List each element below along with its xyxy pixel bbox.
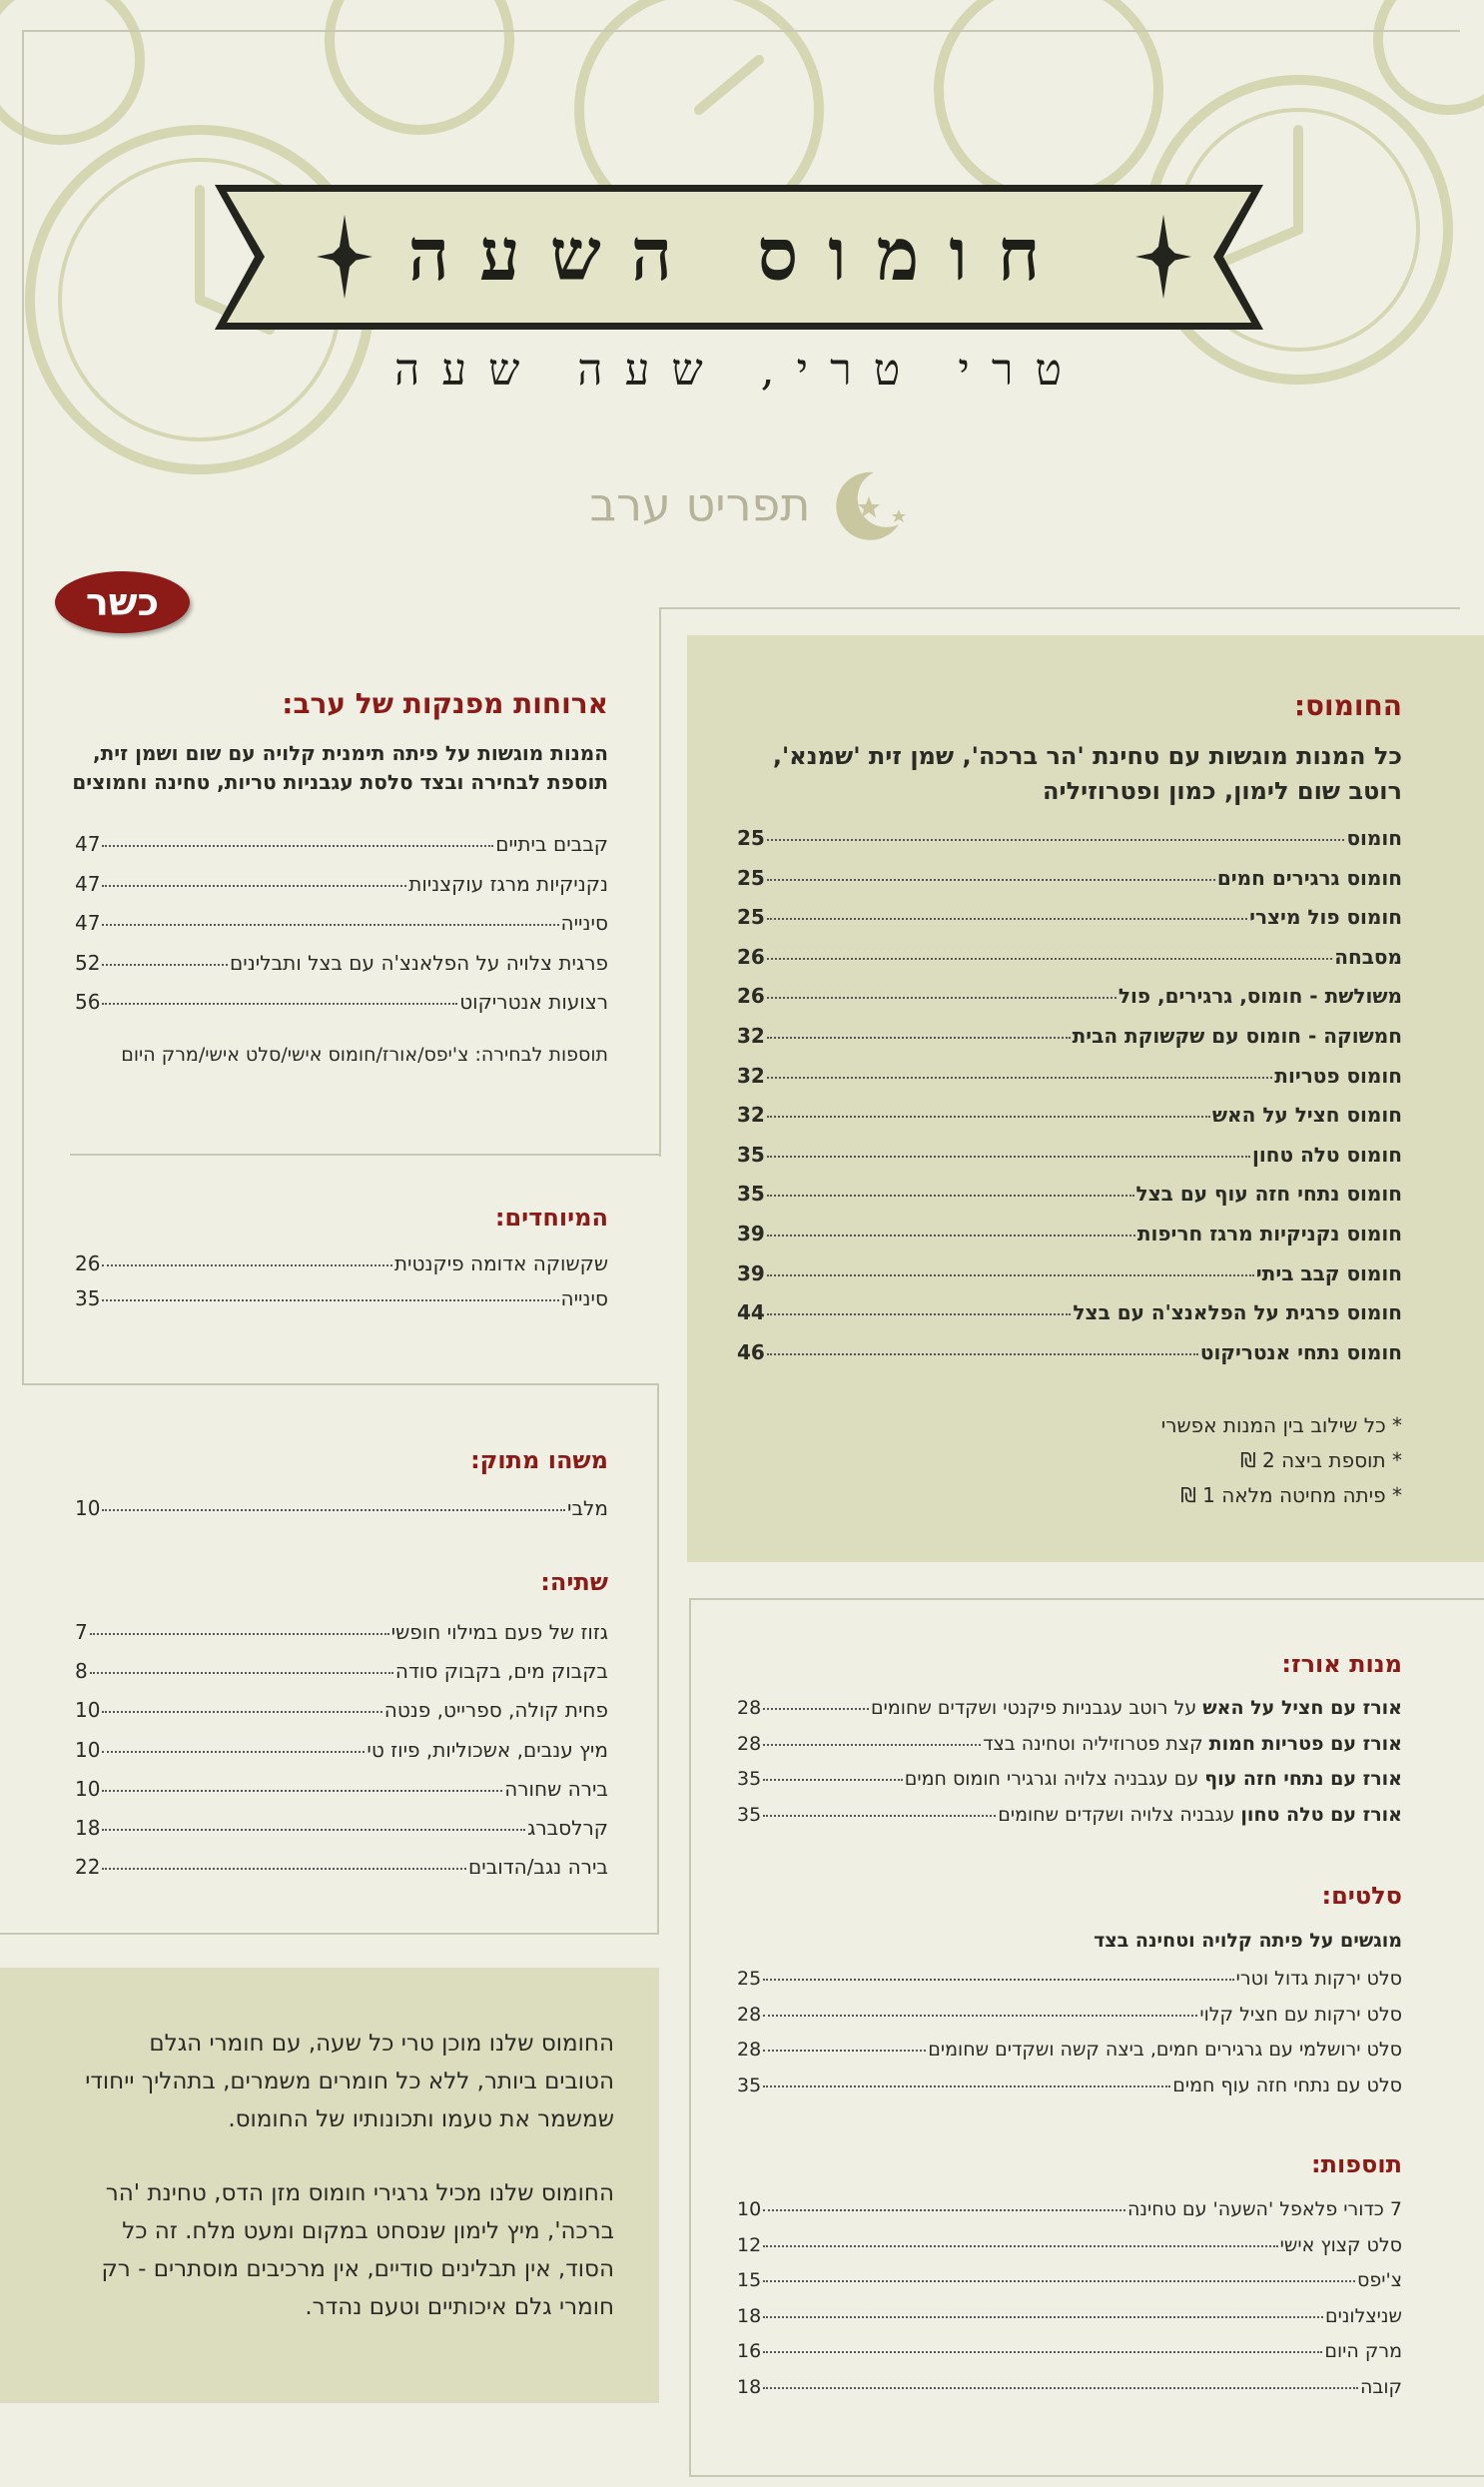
frame-line bbox=[22, 30, 24, 1383]
frame-line bbox=[689, 1598, 1484, 1600]
hummus-intro: כל המנות מוגשות עם טחינת 'הר ברכה', שמן זית 'שמנא', רוטב שום לימון, כמון ופטרוזיליה bbox=[772, 742, 1402, 805]
frame-line bbox=[657, 1383, 659, 1933]
hummus-item bbox=[737, 938, 1402, 978]
dot-leader bbox=[763, 1979, 1233, 1981]
item-name: מלבי bbox=[567, 1496, 608, 1520]
item-description: קצת פטרוזיליה וטחינה בצד bbox=[983, 1732, 1203, 1755]
item-name: חומוס טלה טחון bbox=[1252, 1142, 1402, 1167]
dot-leader bbox=[102, 1299, 558, 1301]
dinners-sides-note: תוספות לבחירה: צ'יפס/אורז/חומוס אישי/סלט אישי/מרק היום bbox=[121, 1044, 608, 1066]
drinks-items bbox=[75, 1613, 608, 1887]
hummus-item bbox=[737, 1017, 1402, 1057]
item-name: נקניקיות מרגז עוקצניות bbox=[408, 871, 608, 896]
dessert-item bbox=[75, 1491, 608, 1526]
dot-leader bbox=[767, 958, 1332, 960]
hummus-item bbox=[737, 1215, 1402, 1254]
item-name: חומוס נתחי אנטריקוט bbox=[1199, 1339, 1402, 1364]
item-name: שניצלונים bbox=[1324, 2304, 1402, 2327]
salad-item bbox=[737, 1998, 1402, 2034]
hummus-item bbox=[737, 1057, 1402, 1097]
dot-leader bbox=[763, 2245, 1277, 2247]
restaurant-title: חומוס השעה bbox=[407, 212, 1071, 297]
drink-item bbox=[75, 1770, 608, 1809]
about-paragraph-2: החומוס שלנו מכיל גרגירי חומוס מזן הדס, טחינת 'הר ברכה', מיץ לימון שנסחט במקום ומעט מלח. זה כל הסוד, אין תבלינים סודיים, אין מרכיבים מוסתרים - רק חומרי גלם איכותיים וטעם נהדר. bbox=[101, 2180, 614, 2320]
drink-item bbox=[75, 1613, 608, 1652]
hummus-item bbox=[737, 1293, 1402, 1333]
item-price: 47 bbox=[75, 911, 101, 935]
item-price: 44 bbox=[737, 1300, 765, 1325]
item-price: 35 bbox=[737, 1768, 762, 1790]
item-name: אורז עם חציל על האש bbox=[1202, 1697, 1402, 1719]
extra-item bbox=[737, 2370, 1402, 2406]
item-price: 35 bbox=[737, 1182, 765, 1207]
about-paragraph-1: החומוס שלנו מוכן טרי כל שעה, עם חומרי הגלם הטובים ביותר, ללא כל חומרים משמרים, בתהליך ייחודי שמשמר את טעמו ותכונותיו של החומוס. bbox=[85, 2031, 614, 2132]
drink-item bbox=[75, 1731, 608, 1770]
item-price: 22 bbox=[75, 1855, 101, 1880]
item-name: סלט עם נתחי חזה עוף חמים bbox=[1172, 2073, 1402, 2096]
drink-item bbox=[75, 1691, 608, 1730]
item-name: בירה נגב/הדובים bbox=[467, 1855, 608, 1880]
item-name: חומוס נקניקיות מרגז חריפות bbox=[1136, 1221, 1402, 1245]
hummus-note: * פיתה מחיטה מלאה 1 ₪ bbox=[1180, 1483, 1402, 1507]
item-price: 7 bbox=[75, 1620, 88, 1644]
item-name: סלט ירקות עם חציל קלוי bbox=[1199, 2003, 1402, 2026]
special-item bbox=[75, 1281, 608, 1316]
item-name: חמשוקה - חומוס עם שקשוקת הבית bbox=[1072, 1023, 1402, 1048]
item-name: שקשוקה אדומה פיקנטית bbox=[393, 1251, 608, 1275]
special-item bbox=[75, 1246, 608, 1281]
item-price: 39 bbox=[737, 1221, 765, 1245]
dot-leader bbox=[763, 2085, 1170, 2087]
drinks-title: שתיה: bbox=[540, 1568, 608, 1596]
item-price: 18 bbox=[737, 2375, 762, 2398]
item-name: חומוס קבב ביתי bbox=[1255, 1260, 1402, 1285]
item-price: 16 bbox=[737, 2340, 762, 2362]
item-price: 25 bbox=[737, 1968, 762, 1990]
item-price: 32 bbox=[737, 1103, 765, 1128]
item-name: סינייה bbox=[560, 1286, 608, 1310]
item-name: חומוס חציל על האש bbox=[1211, 1103, 1402, 1128]
item-price: 26 bbox=[737, 944, 765, 969]
dot-leader bbox=[90, 1633, 389, 1635]
dot-leader bbox=[767, 1156, 1250, 1158]
item-price: 15 bbox=[737, 2269, 762, 2291]
dinner-item bbox=[75, 825, 608, 865]
kosher-badge: כשר bbox=[55, 571, 190, 633]
dot-leader bbox=[102, 1790, 502, 1792]
dot-leader bbox=[763, 2015, 1197, 2017]
dinner-item bbox=[75, 904, 608, 944]
dinners-title: ארוחות מפנקות של ערב: bbox=[282, 687, 608, 720]
salad-item bbox=[737, 2033, 1402, 2069]
hummus-item bbox=[737, 859, 1402, 899]
rice-items bbox=[737, 1691, 1402, 1833]
dot-leader bbox=[102, 1868, 466, 1870]
item-price: 10 bbox=[75, 1698, 101, 1723]
hummus-note: * כל שילוב בין המנות אפשרי bbox=[1160, 1413, 1402, 1437]
hummus-item bbox=[737, 1096, 1402, 1136]
item-price: 35 bbox=[737, 1803, 762, 1826]
dot-leader bbox=[767, 1116, 1210, 1118]
hummus-notes bbox=[1003, 1408, 1402, 1513]
extra-item bbox=[737, 2228, 1402, 2264]
item-price: 46 bbox=[737, 1339, 765, 1364]
item-price: 26 bbox=[737, 984, 765, 1009]
rice-item bbox=[737, 1691, 1402, 1727]
hummus-item bbox=[737, 1254, 1402, 1294]
item-price: 10 bbox=[737, 2198, 762, 2220]
salad-item bbox=[737, 2069, 1402, 2104]
item-name: 7 כדורי פלאפל 'השעה' עם טחינה bbox=[1126, 2198, 1402, 2220]
salads-items bbox=[737, 1962, 1402, 2103]
dot-leader bbox=[767, 1274, 1254, 1276]
item-description: עגבניה צלויה ושקדים שחומים bbox=[998, 1803, 1235, 1826]
dinners-intro: המנות מוגשות על פיתה תימנית קלויה עם שום ושמן זית, תוספת לבחירה ובצד סלסת עגבניות טריות, טחינה וחמוצים bbox=[72, 741, 608, 794]
item-name: חומוס bbox=[1346, 826, 1402, 850]
item-name: חומוס פול מיצרי bbox=[1249, 905, 1402, 930]
sweet-title: משהו מתוק: bbox=[470, 1446, 608, 1474]
dot-leader bbox=[767, 1077, 1272, 1079]
hummus-title: החומוס: bbox=[1293, 689, 1402, 722]
hummus-items bbox=[737, 819, 1402, 1372]
frame-line bbox=[659, 607, 1460, 609]
item-name: פרגית צלויה על הפלאנצ'ה עם בצל ותבלינים bbox=[230, 950, 608, 975]
item-name: צ'יפס bbox=[1357, 2269, 1402, 2291]
menu-name-text: תפריט ערב bbox=[589, 477, 811, 531]
dot-leader bbox=[763, 1815, 996, 1817]
item-price: 10 bbox=[75, 1737, 101, 1762]
item-name: סלט קצוץ אישי bbox=[1279, 2233, 1402, 2256]
menu-name bbox=[559, 469, 939, 539]
frame-line bbox=[659, 607, 661, 1157]
dinner-item bbox=[75, 983, 608, 1023]
dot-leader bbox=[102, 1264, 391, 1266]
dot-leader bbox=[767, 1037, 1071, 1039]
item-price: 25 bbox=[737, 905, 765, 930]
salad-item bbox=[737, 1962, 1402, 1998]
item-price: 35 bbox=[737, 1142, 765, 1167]
item-price: 47 bbox=[75, 871, 101, 896]
frame-line bbox=[70, 1154, 659, 1156]
specials-title: המיוחדים: bbox=[494, 1204, 608, 1232]
dot-leader bbox=[102, 845, 493, 847]
frame-line bbox=[689, 1598, 691, 2477]
salads-title: סלטים: bbox=[1321, 1882, 1402, 1910]
hummus-item bbox=[737, 977, 1402, 1017]
rice-item bbox=[737, 1727, 1402, 1763]
item-price: 12 bbox=[737, 2233, 762, 2256]
rice-item bbox=[737, 1798, 1402, 1834]
hummus-item bbox=[737, 898, 1402, 938]
item-name: חומוס גרגירים חמים bbox=[1216, 865, 1402, 890]
item-price: 10 bbox=[75, 1496, 101, 1520]
dot-leader bbox=[763, 2387, 1358, 2389]
hummus-item bbox=[737, 1175, 1402, 1215]
dot-leader bbox=[102, 1003, 457, 1005]
dot-leader bbox=[763, 1708, 869, 1710]
dinners-items bbox=[75, 825, 608, 1023]
dinner-item bbox=[75, 944, 608, 984]
dot-leader bbox=[767, 839, 1345, 841]
item-name: פחית קולה, ספרייט, פנטה bbox=[383, 1698, 608, 1723]
dot-leader bbox=[763, 2050, 926, 2052]
dot-leader bbox=[763, 2351, 1322, 2353]
tagline: טרי טרי, שעה שעה bbox=[393, 345, 1085, 396]
dot-leader bbox=[767, 879, 1215, 881]
item-description: עם עגבניה צלויה וגרגירי חומוס חמים bbox=[904, 1768, 1199, 1790]
dot-leader bbox=[767, 1195, 1134, 1197]
dot-leader bbox=[102, 885, 406, 887]
extras-items bbox=[737, 2192, 1402, 2405]
item-price: 10 bbox=[75, 1776, 101, 1801]
item-name: גזוז של פעם במילוי חופשי bbox=[390, 1620, 608, 1644]
dot-leader bbox=[102, 924, 558, 926]
drink-item bbox=[75, 1809, 608, 1848]
extras-title: תוספות: bbox=[1311, 2150, 1402, 2178]
item-price: 26 bbox=[75, 1251, 101, 1275]
frame-line bbox=[22, 1383, 658, 1385]
item-price: 28 bbox=[737, 2003, 762, 2026]
dot-leader bbox=[102, 964, 228, 966]
item-price: 35 bbox=[75, 1286, 101, 1310]
frame-line bbox=[689, 2475, 1484, 2477]
item-name: קובה bbox=[1359, 2375, 1402, 2398]
extra-item bbox=[737, 2192, 1402, 2228]
dot-leader bbox=[763, 2316, 1323, 2318]
item-description: על רוטב עגבניות פיקנטי ושקדים שחומים bbox=[871, 1697, 1197, 1719]
dot-leader bbox=[767, 1235, 1135, 1237]
item-name: אורז עם פטריות חמות bbox=[1208, 1732, 1402, 1755]
moon-stars-icon bbox=[819, 464, 909, 544]
item-price: 47 bbox=[75, 832, 101, 856]
item-name: משולשת - חומוס, גרגירים, פול bbox=[1117, 984, 1402, 1009]
item-name: סלט ירושלמי עם גרגירים חמים, ביצה קשה ושקדים שחומים bbox=[928, 2039, 1402, 2061]
item-price: 28 bbox=[737, 2039, 762, 2061]
dinner-item bbox=[75, 865, 608, 905]
dot-leader bbox=[767, 918, 1247, 920]
salads-intro: מוגשים על פיתה קלויה וטחינה בצד bbox=[1094, 1930, 1402, 1952]
rice-item bbox=[737, 1762, 1402, 1798]
dot-leader bbox=[767, 1353, 1198, 1355]
extra-item bbox=[737, 2263, 1402, 2299]
extra-item bbox=[737, 2334, 1402, 2370]
dot-leader bbox=[763, 2280, 1355, 2282]
dot-leader bbox=[763, 1779, 903, 1781]
item-name: קבבים ביתיים bbox=[495, 832, 608, 856]
hummus-item bbox=[737, 1333, 1402, 1373]
item-price: 32 bbox=[737, 1023, 765, 1048]
item-price: 56 bbox=[75, 990, 101, 1014]
dot-leader bbox=[763, 1744, 981, 1746]
dot-leader bbox=[102, 1509, 565, 1511]
drink-item bbox=[75, 1652, 608, 1691]
item-name: מיץ ענבים, אשכוליות, פיוז טי bbox=[367, 1737, 608, 1762]
item-price: 25 bbox=[737, 865, 765, 890]
item-price: 35 bbox=[737, 2073, 762, 2096]
item-name: רצועות אנטריקוט bbox=[459, 990, 608, 1014]
item-price: 18 bbox=[737, 2304, 762, 2327]
item-price: 25 bbox=[737, 826, 765, 850]
dot-leader bbox=[102, 1751, 365, 1753]
item-name: אורז עם נתחי חזה עוף bbox=[1204, 1768, 1402, 1790]
item-name: חומוס פרגית על הפלאנצ'ה עם בצל bbox=[1073, 1300, 1402, 1325]
item-name: סינייה bbox=[560, 911, 608, 935]
item-price: 39 bbox=[737, 1260, 765, 1285]
sweet-items bbox=[75, 1491, 608, 1526]
item-name: קרלסברג bbox=[527, 1816, 608, 1841]
item-name: חומוס פטריות bbox=[1274, 1063, 1402, 1088]
drink-item bbox=[75, 1848, 608, 1887]
dot-leader bbox=[767, 997, 1116, 999]
rice-title: מנות אורז: bbox=[1281, 1650, 1402, 1678]
dot-leader bbox=[767, 1313, 1072, 1315]
hummus-item bbox=[737, 1136, 1402, 1176]
item-name: מסבחה bbox=[1334, 944, 1402, 969]
item-name: מרק היום bbox=[1324, 2340, 1402, 2362]
specials-items bbox=[75, 1246, 608, 1316]
item-name: בקבוק מים, בקבוק סודה bbox=[394, 1659, 608, 1684]
item-price: 8 bbox=[75, 1659, 88, 1684]
frame-line bbox=[22, 30, 1460, 32]
hummus-item bbox=[737, 819, 1402, 859]
hummus-note: * תוספת ביצה 2 ₪ bbox=[1239, 1448, 1402, 1472]
dot-leader bbox=[763, 2209, 1125, 2211]
frame-line bbox=[0, 1933, 659, 1935]
item-price: 28 bbox=[737, 1732, 762, 1755]
dot-leader bbox=[102, 1711, 381, 1713]
item-price: 18 bbox=[75, 1816, 101, 1841]
item-price: 52 bbox=[75, 950, 101, 975]
item-price: 28 bbox=[737, 1697, 762, 1719]
item-name: אורז עם טלה טחון bbox=[1240, 1803, 1402, 1826]
dot-leader bbox=[90, 1672, 393, 1674]
item-price: 32 bbox=[737, 1063, 765, 1088]
item-name: סלט ירקות גדול וטרי bbox=[1235, 1968, 1402, 1990]
extra-item bbox=[737, 2299, 1402, 2335]
dot-leader bbox=[102, 1829, 525, 1831]
item-name: חומוס נתחי חזה עוף עם בצל bbox=[1135, 1182, 1402, 1207]
item-name: בירה שחורה bbox=[504, 1776, 608, 1801]
